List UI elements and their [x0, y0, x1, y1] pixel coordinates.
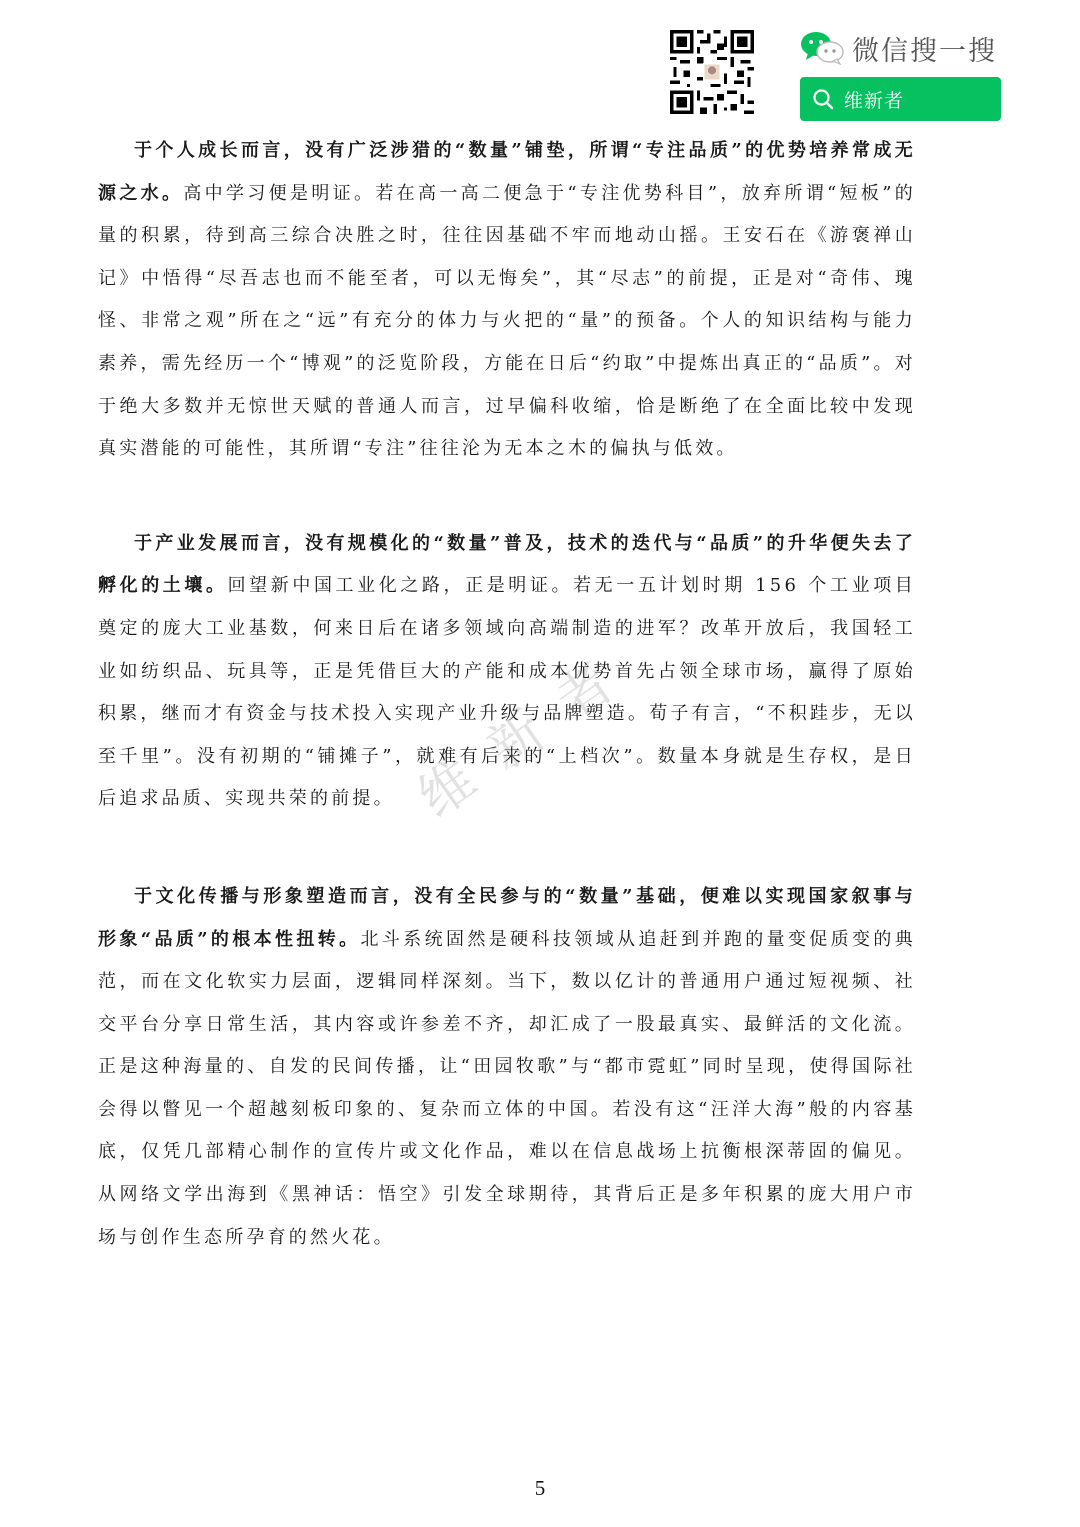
paragraph-lead: 于个人成长而言，没有广泛涉猎的“数量”铺垫，所谓“专注品质”的优势培养常成无源之水。	[98, 140, 916, 204]
paragraph-personal-growth	[98, 130, 916, 471]
paragraph-text: 回望新中国工业化之路，正是明证。若无一五计划时期 156 个工业项目奠定的庞大工业基数，何来日后在诸多领域向高端制造的进军？改革开放后，我国轻工业如纺织品、玩具等，正是凭借巨大的产能和成本优势首先占领全球市场，赢得了原始积累，继而才有资金与技术投入实现产业升级与品牌塑造。荀子有言，“不积跬步，无以至千里”。没有初期的“铺摊子”，就难有后来的“上档次”。数量本身就是生存权，是日后追求品质、实现共荣的前提。	[98, 575, 916, 810]
watermark: 维新者	[407, 633, 650, 830]
wechat-brand	[800, 28, 1010, 68]
article-body	[98, 130, 916, 1259]
paragraph-culture	[98, 876, 916, 1259]
qr-code-icon[interactable]	[670, 30, 754, 114]
search-icon	[812, 88, 834, 110]
paragraph-text: 北斗系统固然是硬科技领域从追赶到并跑的量变促质变的典范，而在文化软实力层面，逻辑同样深刻。当下，数以亿计的普通用户通过短视频、社交平台分享日常生活，其内容或许参差不齐，却汇成了一股最真实、最鲜活的文化流。正是这种海量的、自发的民间传播，让“田园牧歌”与“都市霓虹”同时呈现，使得国际社会得以瞥见一个超越刻板印象的、复杂而立体的中国。若没有这“汪洋大海”般的内容基底，仅凭几部精心制作的宣传片或文化作品，难以在信息战场上抗衡根深蒂固的偏见。从网络文学出海到《黑神话：悟空》引发全球期待，其背后正是多年积累的庞大用户市场与创作生态所孕育的然火花。	[98, 928, 916, 1248]
paragraph-text: 高中学习便是明证。若在高一高二便急于“专注优势科目”，放弃所谓“短板”的量的积累，待到高三综合决胜之时，往往因基础不牢而地动山摇。王安石在《游褒禅山记》中悟得“尽吾志也而不能至者，可以无悔矣”，其“尽志”的前提，正是对“奇伟、瑰怪、非常之观”所在之“远”有充分的体力与火把的“量”的预备。个人的知识结构与能力素养，需先经历一个“博观”的泛览阶段，方能在日后“约取”中提炼出真正的“品质”。对于绝大多数并无惊世天赋的普通人而言，过早偏科收缩，恰是断绝了在全面比较中发现真实潜能的可能性，其所谓“专注”往往沦为无本之木的偏执与低效。	[98, 182, 916, 460]
wechat-logo-icon	[800, 30, 844, 66]
search-button[interactable]	[800, 77, 1001, 121]
brand-title: 微信搜一搜	[852, 35, 997, 67]
page-number: 5	[534, 1476, 546, 1500]
paragraph-industry	[98, 523, 916, 821]
search-label: 维新者	[844, 89, 905, 112]
paragraph-lead: 于文化传播与形象塑造而言，没有全民参与的“数量”基础，便难以实现国家叙事与形象“品质”的根本性扭转。	[98, 885, 916, 950]
paragraph-lead: 于产业发展而言，没有规模化的“数量”普及，技术的迭代与“品质”的升华便失去了孵化的土壤。	[98, 532, 916, 597]
